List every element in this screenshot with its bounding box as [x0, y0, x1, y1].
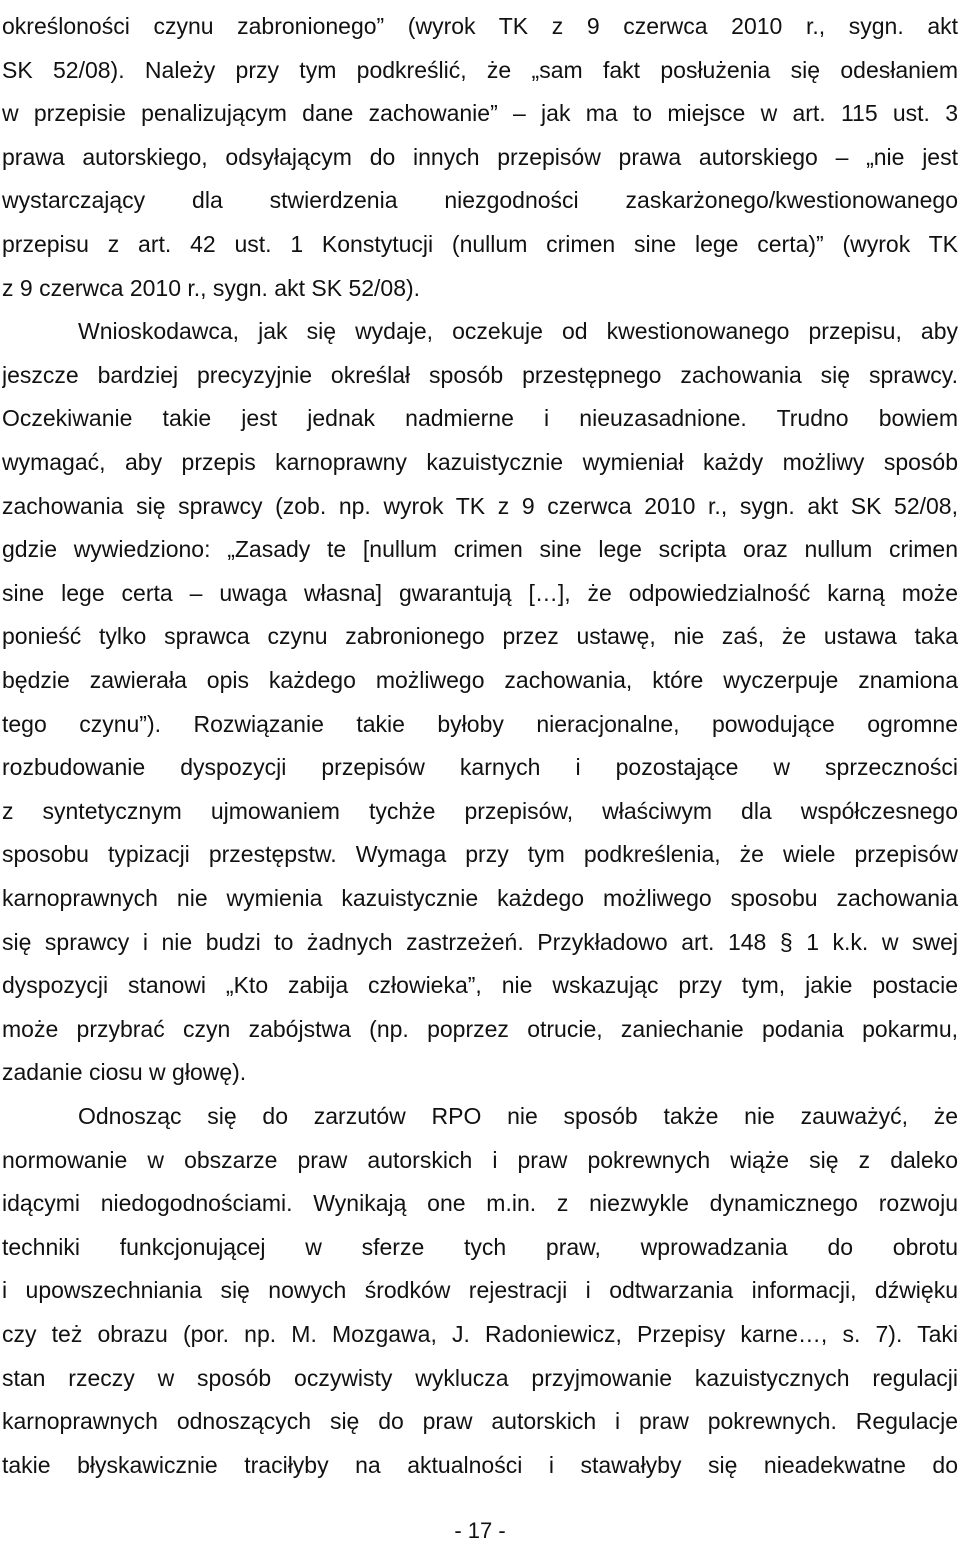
text-line: z 9 czerwca 2010 r., sygn. akt SK 52/08).: [2, 274, 421, 301]
text-line: normowanie w obszarze praw autorskich i praw pokrewnych wiąże się z daleko: [2, 1146, 958, 1173]
text-line: zachowania się sprawcy (zob. np. wyrok TK z 9 czerwca 2010 r., sygn. akt SK 52/08,: [2, 492, 958, 519]
text-line: karnoprawnych odnoszących się do praw autorskich i praw pokrewnych. Regulacje: [2, 1408, 958, 1435]
text-line: czy też obrazu (por. np. M. Mozgawa, J. Radoniewicz, Przepisy karne…, s. 7). Taki: [2, 1321, 958, 1347]
text-line: ponieść tylko sprawca czynu zabronionego przez ustawę, nie zaś, że ustawa taka: [2, 623, 958, 650]
text-line: określoności czynu zabronionego” (wyrok TK z 9 czerwca 2010 r., sygn. akt: [2, 13, 958, 39]
text-line: Oczekiwanie takie jest jednak nadmierne i nieuzasadnione. Trudno bowiem: [2, 405, 958, 432]
text-line: zadanie ciosu w głowę).: [2, 1059, 247, 1086]
text-line: Odnosząc się do zarzutów RPO nie sposób także nie zauważyć, że: [78, 1103, 958, 1129]
text-line: i upowszechniania się nowych środków rejestracji i odtwarzania informacji, dźwięku: [2, 1277, 958, 1304]
text-line: wymagać, aby przepis karnoprawny kazuistycznie wymieniał każdy możliwy sposób: [2, 449, 958, 475]
text-line: jeszcze bardziej precyzyjnie określał sposób przestępnego zachowania się sprawcy.: [2, 361, 958, 388]
text-line: techniki funkcjonującej w sferze tych praw, wprowadzania do obrotu: [2, 1233, 958, 1260]
text-line: Wnioskodawca, jak się wydaje, oczekuje od kwestionowanego przepisu, aby: [78, 318, 958, 345]
text-line: SK 52/08). Należy przy tym podkreślić, że „sam fakt posłużenia się odesłaniem: [2, 56, 958, 83]
text-line: wystarczający dla stwierdzenia niezgodności zaskarżonego/kwestionowanego: [2, 187, 958, 214]
text-line: karnoprawnych nie wymienia kazuistycznie każdego możliwego sposobu zachowania: [2, 885, 958, 911]
text-line: tego czynu”). Rozwiązanie takie byłoby nieracjonalne, powodujące ogromne: [2, 710, 958, 737]
text-line: będzie zawierała opis każdego możliwego zachowania, które wyczerpuje znamiona: [2, 667, 958, 693]
text-line: sine lege certa – uwaga własna] gwarantują […], że odpowiedzialność karną może: [2, 579, 958, 606]
page-number: - 17 -: [454, 1518, 506, 1543]
text-line: się sprawcy i nie budzi to żadnych zastrzeżeń. Przykładowo art. 148 § 1 k.k. w swej: [2, 928, 958, 955]
text-line: może przybrać czyn zabójstwa (np. poprzez otrucie, zaniechanie podania pokarmu,: [2, 1015, 958, 1042]
text-line: z syntetycznym ujmowaniem tychże przepisów, właściwym dla współczesnego: [2, 797, 958, 824]
text-line: dyspozycji stanowi „Kto zabija człowieka”, nie wskazując przy tym, jakie postacie: [2, 972, 958, 999]
text-line: przepisu z art. 42 ust. 1 Konstytucji (nullum crimen sine lege certa)” (wyrok TK: [2, 231, 958, 257]
text-line: sposobu typizacji przestępstw. Wymaga przy tym podkreślenia, że wiele przepisów: [2, 841, 958, 868]
text-line: idącymi niedogodnościami. Wynikają one m.in. z niezwykle dynamicznego rozwoju: [2, 1190, 958, 1217]
text-line: rozbudowanie dyspozycji przepisów karnych i pozostające w sprzeczności: [2, 754, 958, 781]
text-line: gdzie wywiedziono: „Zasady te [nullum crimen sine lege scripta oraz nullum crimen: [2, 536, 958, 563]
text-line: prawa autorskiego, odsyłającym do innych przepisów prawa autorskiego – „nie jest: [2, 143, 958, 170]
text-line: takie błyskawicznie traciłyby na aktualności i stawałyby się nieadekwatne do: [2, 1451, 958, 1478]
text-line: w przepisie penalizującym dane zachowanie” – jak ma to miejsce w art. 115 ust. 3: [2, 100, 958, 127]
text-line: stan rzeczy w sposób oczywisty wyklucza przyjmowanie kazuistycznych regulacji: [2, 1364, 958, 1391]
